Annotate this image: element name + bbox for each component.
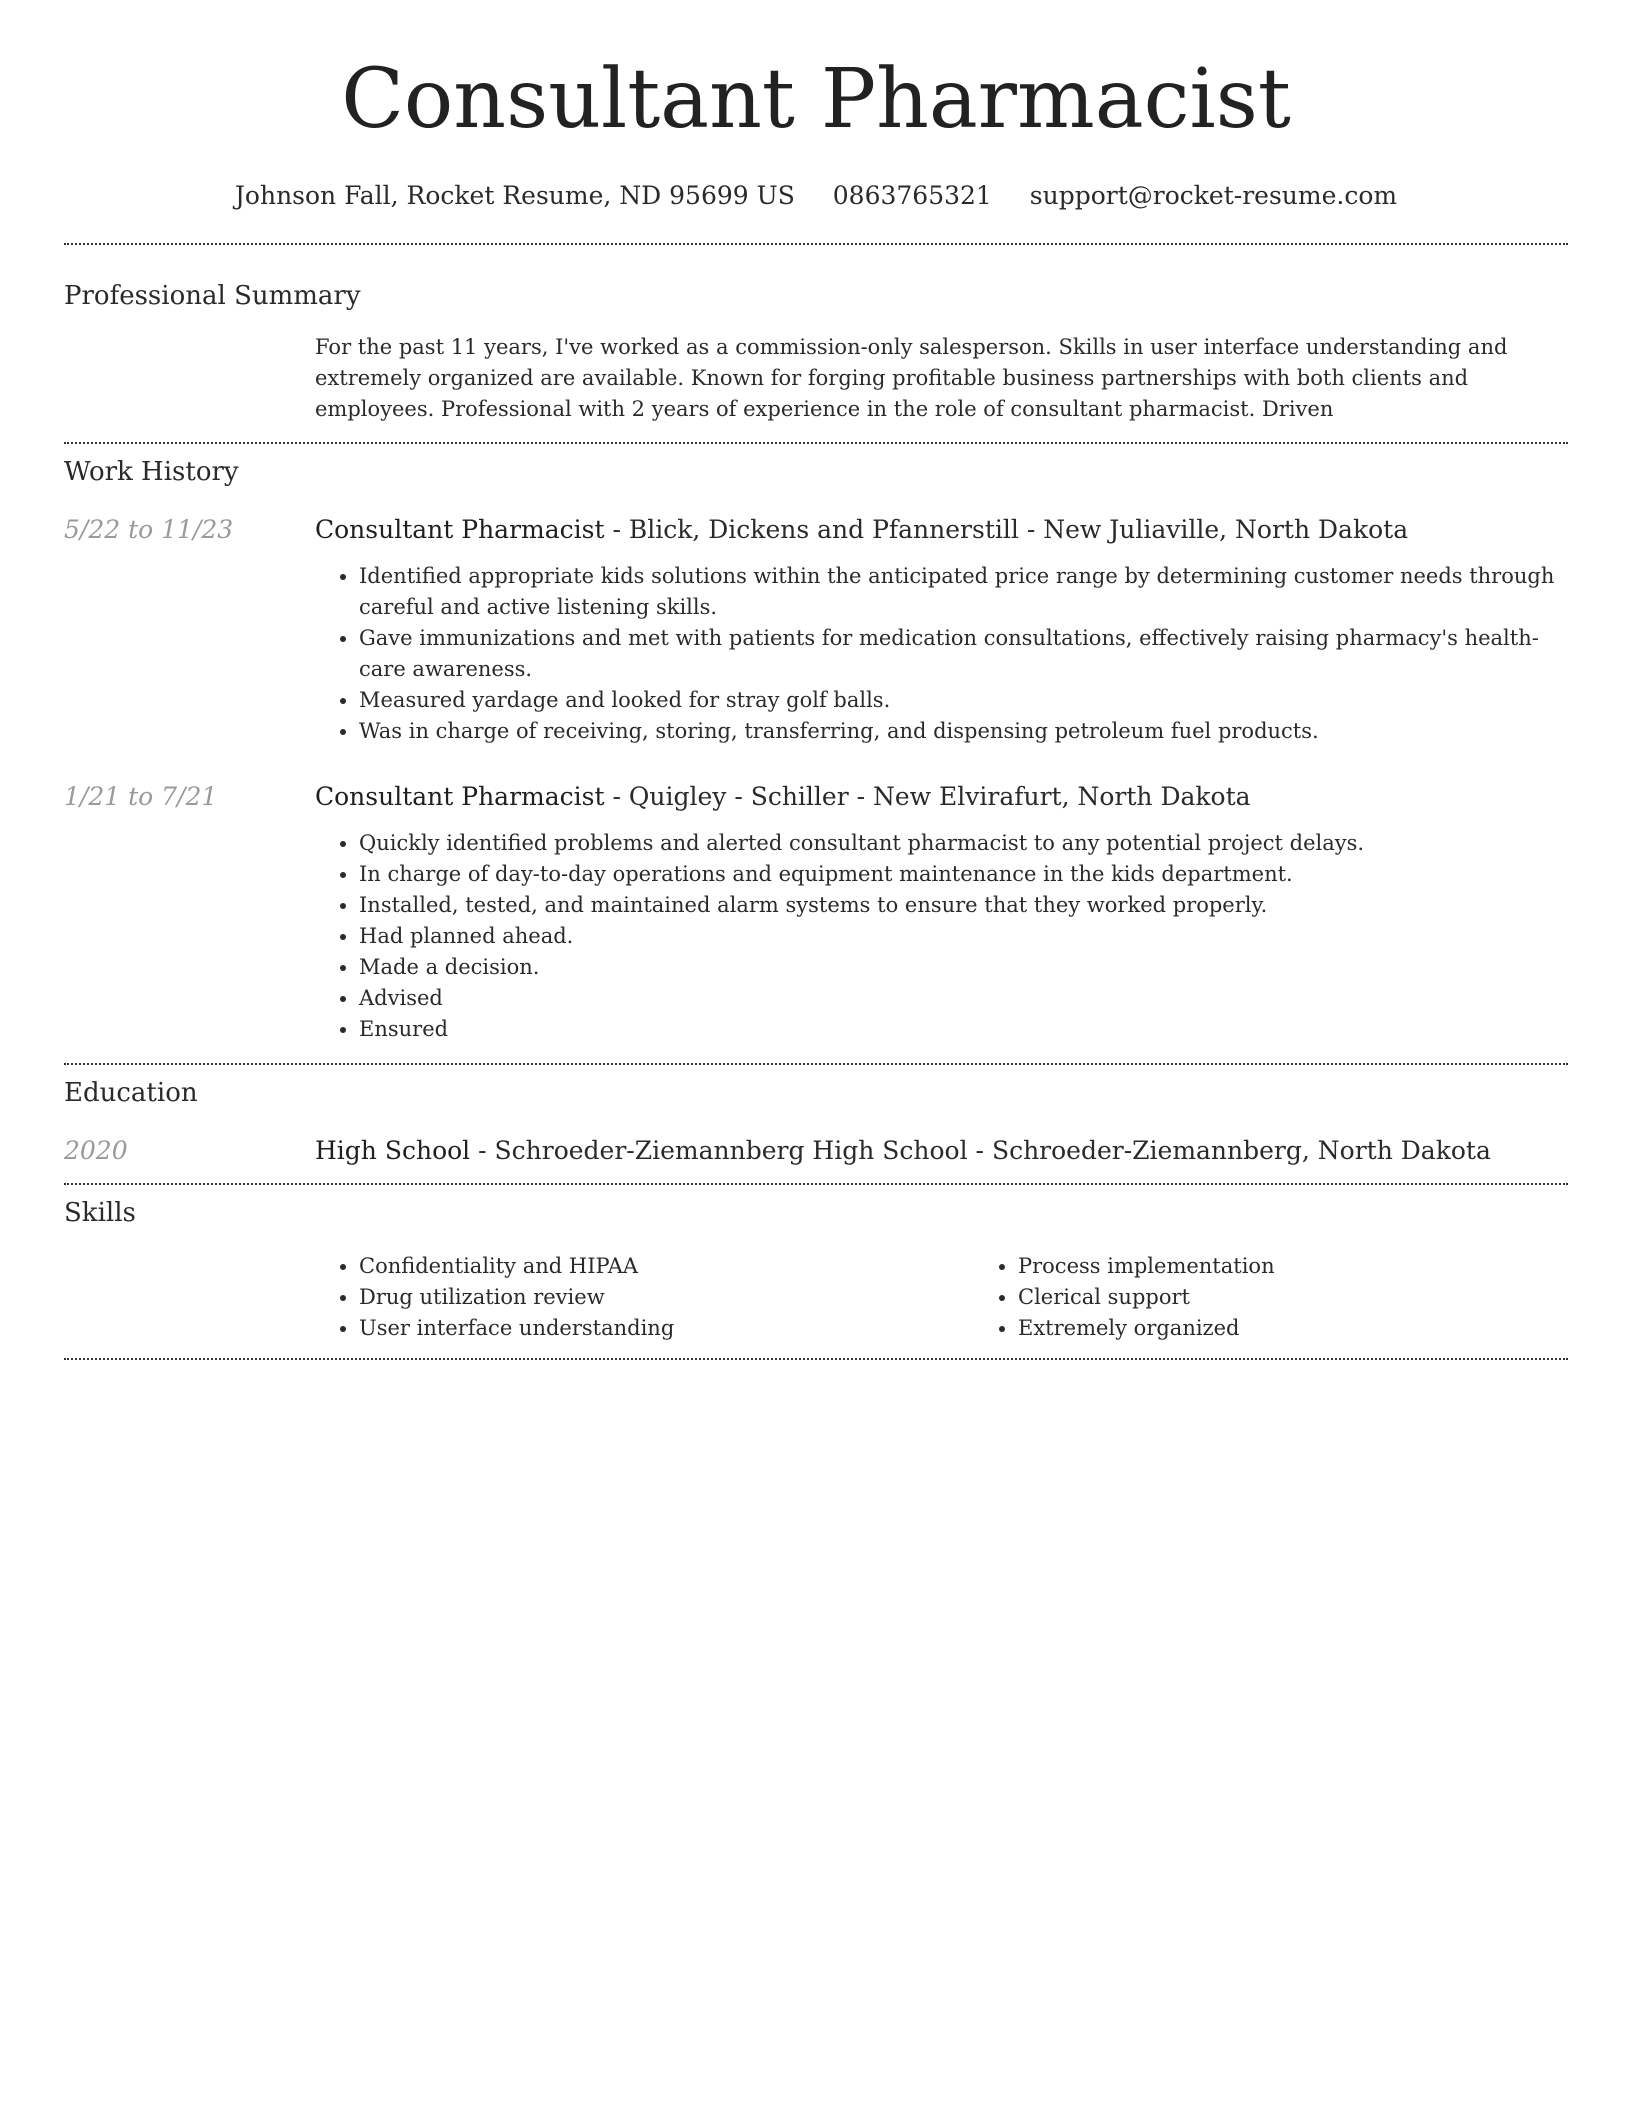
skills-section <box>64 1185 1568 1344</box>
job-heading <box>315 781 1568 813</box>
list-item: • Had planned ahead. <box>359 921 1568 952</box>
education-section <box>64 1065 1568 1167</box>
candidate-name: Consultant Pharmacist <box>341 52 1291 147</box>
resume-page <box>64 0 1568 1360</box>
list-item: • Process implementation <box>1018 1251 1632 1282</box>
job-entry <box>64 514 1568 747</box>
job-employer: - Quigley - Schiller - New Elvirafurt, North Dakota <box>604 782 1251 811</box>
list-item: • In charge of day-to-day operations and equipment maintenance in the kids department. <box>359 859 1568 890</box>
list-item: • Quickly identified problems and alerted consultant pharmacist to any potential project delays. <box>359 828 1568 859</box>
divider <box>64 1358 1568 1360</box>
education-degree: High School <box>315 1136 471 1165</box>
list-item: • Confidentiality and HIPAA <box>359 1251 974 1282</box>
education-entry <box>64 1135 1568 1167</box>
job-bullets <box>315 561 1568 747</box>
skills-list-right <box>974 1251 1632 1344</box>
work-section <box>64 444 1568 1045</box>
list-item: • Identified appropriate kids solutions within the anticipated price range by determining customer needs through careful and active listening skills. <box>359 561 1568 623</box>
list-item: • Made a decision. <box>359 952 1568 983</box>
list-item: • Ensured <box>359 1014 1568 1045</box>
list-item: • Installed, tested, and maintained alarm systems to ensure that they worked properly. <box>359 890 1568 921</box>
summary-spacer <box>64 332 315 425</box>
summary-section <box>64 245 1568 425</box>
job-dates: 1/21 to 7/21 <box>64 782 218 811</box>
job-role: Consultant Pharmacist <box>315 782 605 811</box>
education-date: 2020 <box>64 1136 128 1165</box>
list-item: • Gave immunizations and met with patients for medication consultations, effectively raising pharmacy's health-care awareness. <box>359 623 1568 685</box>
list-item: • User interface understanding <box>359 1313 974 1344</box>
list-item: • Drug utilization review <box>359 1282 974 1313</box>
job-employer: - Blick, Dickens and Pfannerstill - New Juliaville, North Dakota <box>604 515 1409 544</box>
list-item: • Advised <box>359 983 1568 1014</box>
list-item: • Was in charge of receiving, storing, transferring, and dispensing petroleum fuel products. <box>359 716 1568 747</box>
skills-grid <box>315 1251 1632 1344</box>
skills-title: Skills <box>64 1198 136 1228</box>
job-role: Consultant Pharmacist <box>315 515 605 544</box>
education-school: - Schroeder-Ziemannberg High School - Schroeder-Ziemannberg, North Dakota <box>470 1136 1491 1165</box>
job-bullets <box>315 828 1568 1045</box>
contact-email: support@rocket-resume.com <box>1029 181 1398 210</box>
contact-phone: 0863765321 <box>832 181 992 210</box>
job-dates: 5/22 to 11/23 <box>64 515 234 544</box>
contact-line <box>64 180 1568 212</box>
work-title: Work History <box>64 457 239 487</box>
skills-list-left <box>315 1251 974 1344</box>
job-entry <box>64 781 1568 1045</box>
job-heading <box>315 514 1568 546</box>
summary-title: Professional Summary <box>64 281 361 311</box>
contact-address: Johnson Fall, Rocket Resume, ND 95699 US <box>234 181 795 210</box>
skills-spacer <box>64 1251 315 1344</box>
summary-text: For the past 11 years, I've worked as a commission-only salesperson. Skills in user interface understanding and extremely organized are available. Known for forging profitable business partnerships with both clients and employees. Professional with 2 years of experience in the role of consultant pharmacist. Driven <box>315 335 1508 421</box>
list-item: • Clerical support <box>1018 1282 1632 1313</box>
list-item: • Extremely organized <box>1018 1313 1632 1344</box>
education-heading <box>315 1135 1568 1167</box>
list-item: • Measured yardage and looked for stray golf balls. <box>359 685 1568 716</box>
education-title: Education <box>64 1078 198 1108</box>
